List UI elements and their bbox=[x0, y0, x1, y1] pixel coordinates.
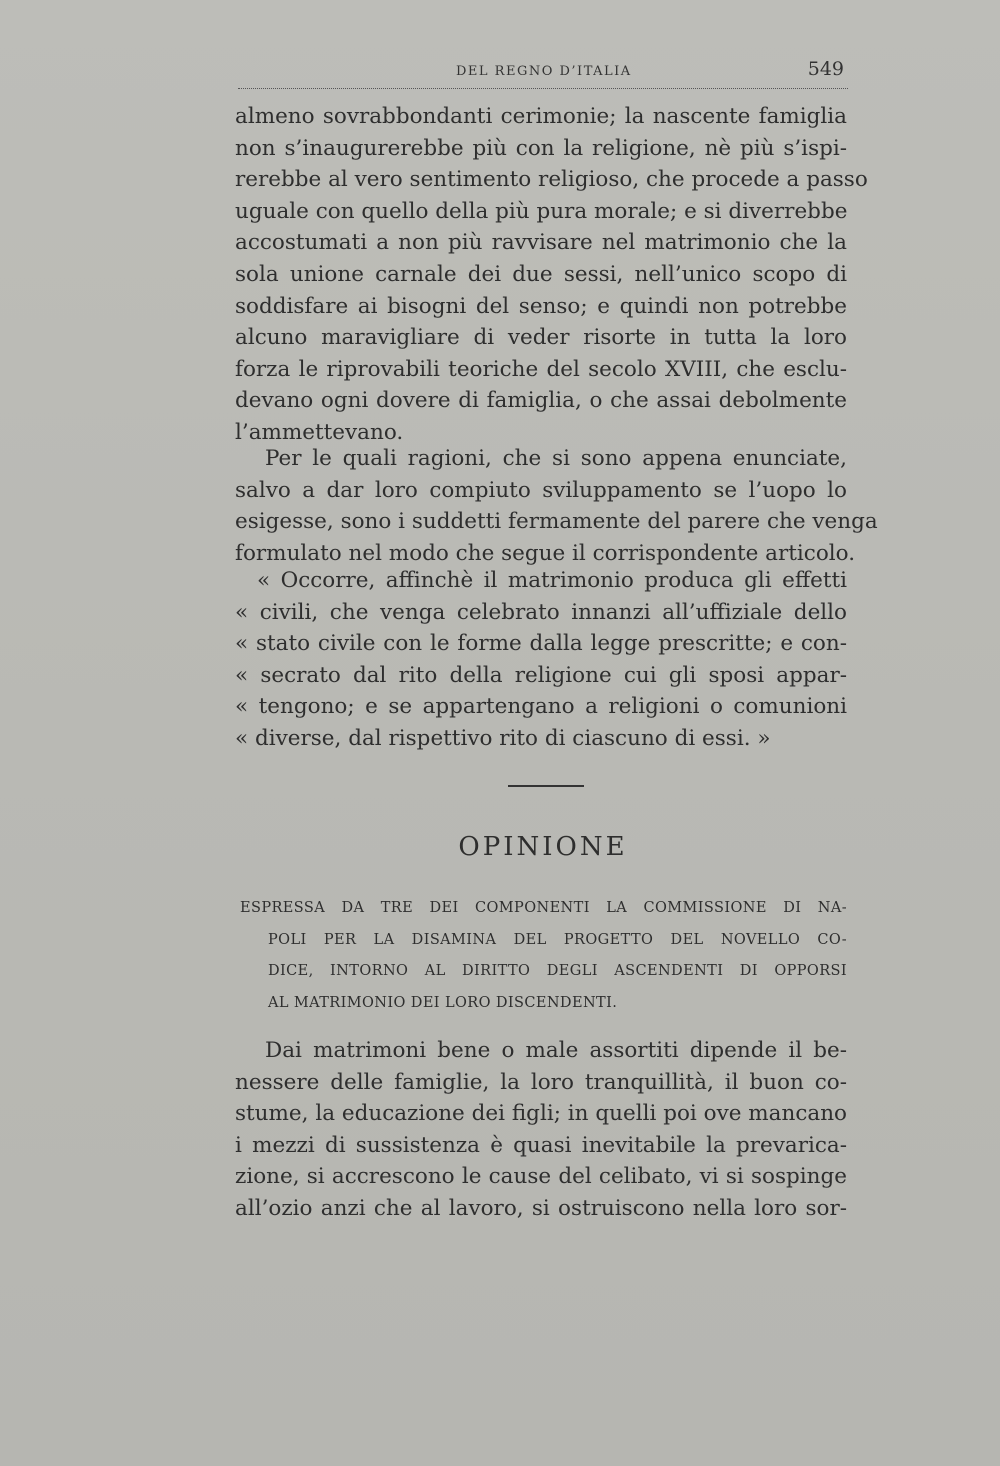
text-line: almeno sovrabbondanti cerimonie; la nascente famiglia bbox=[235, 104, 847, 129]
text-line: stume, la educazione dei figli; in quelli poi ove mancano bbox=[235, 1101, 847, 1127]
text-line: soddisfare ai bisogni del senso; e quindi non potrebbe bbox=[235, 293, 847, 319]
section-subheading bbox=[240, 893, 847, 1019]
text-line: accostumati a non più ravvisare nel matrimonio che la bbox=[235, 230, 847, 256]
article-quote bbox=[235, 565, 847, 755]
quote-line: « secrato dal rito della religione cui gli sposi appar- bbox=[235, 662, 847, 688]
text-line: zione, si accrescono le cause del celibato, vi si sospinge bbox=[235, 1164, 847, 1190]
quote-line: « stato civile con le forme dalla legge prescritte; e con- bbox=[235, 631, 847, 657]
text-line: forza le riprovabili teoriche del secolo XVIII, che esclu- bbox=[235, 356, 847, 382]
text-line: all’ozio anzi che al lavoro, si ostruiscono nella loro sor- bbox=[235, 1195, 847, 1221]
text-line: i mezzi di sussistenza è quasi inevitabile la prevarica- bbox=[235, 1132, 847, 1158]
subheading-line: AL MATRIMONIO DEI LORO DISCENDENTI. bbox=[268, 994, 618, 1011]
text-line: sola unione carnale dei due sessi, nell’unico scopo di bbox=[235, 261, 847, 287]
subheading-line: ESPRESSA DA TRE DEI COMPONENTI LA COMMISSIONE DI NA- bbox=[240, 900, 847, 916]
subheading-line: POLI PER LA DISAMINA DEL PROGETTO DEL NOVELLO CO- bbox=[268, 931, 847, 948]
quote-line: « diverse, dal rispettivo rito di ciascuno di essi. » bbox=[235, 725, 771, 751]
text-line: uguale con quello della più pura morale; e si diverrebbe bbox=[235, 198, 848, 224]
text-line: non s’inaugurerebbe più con la religione, nè più s’ispi- bbox=[235, 135, 847, 161]
section-heading: OPINIONE bbox=[458, 832, 628, 862]
subheading-line: DICE, INTORNO AL DIRITTO DEGLI ASCENDENTI DI OPPORSI bbox=[268, 963, 847, 979]
quote-line: « civili, che venga celebrato innanzi all’uffiziale dello bbox=[235, 599, 847, 625]
text-line: Dai matrimoni bene o male assortiti dipende il be- bbox=[265, 1038, 847, 1063]
opinion-paragraph bbox=[235, 1035, 847, 1225]
text-line: Per le quali ragioni, che si sono appena enunciate, bbox=[265, 446, 847, 471]
text-line: formulato nel modo che segue il corrispondente articolo. bbox=[235, 540, 856, 566]
running-title: DEL REGNO D’ITALIA bbox=[456, 64, 632, 79]
text-line: devano ogni dovere di famiglia, o che assai debolmente bbox=[235, 388, 847, 414]
text-line: salvo a dar loro compiuto sviluppamento se l’uopo lo bbox=[235, 477, 847, 503]
text-line: esigesse, sono i suddetti fermamente del parere che venga bbox=[235, 509, 878, 535]
text-line: alcuno maravigliare di veder risorte in tutta la loro bbox=[235, 325, 847, 351]
quote-line: « Occorre, affinchè il matrimonio produca gli effetti bbox=[257, 568, 847, 593]
text-line: l’ammettevano. bbox=[235, 419, 404, 445]
running-head bbox=[238, 58, 848, 89]
reasons-paragraph bbox=[235, 443, 878, 569]
text-line: rerebbe al vero sentimento religioso, che procede a passo bbox=[235, 167, 868, 193]
continued-paragraph bbox=[235, 101, 868, 449]
section-divider bbox=[508, 785, 584, 787]
page-number: 549 bbox=[807, 58, 844, 80]
quote-line: « tengono; e se appartengano a religioni o comunioni bbox=[235, 694, 847, 720]
text-line: nessere delle famiglie, la loro tranquillità, il buon co- bbox=[235, 1069, 847, 1095]
